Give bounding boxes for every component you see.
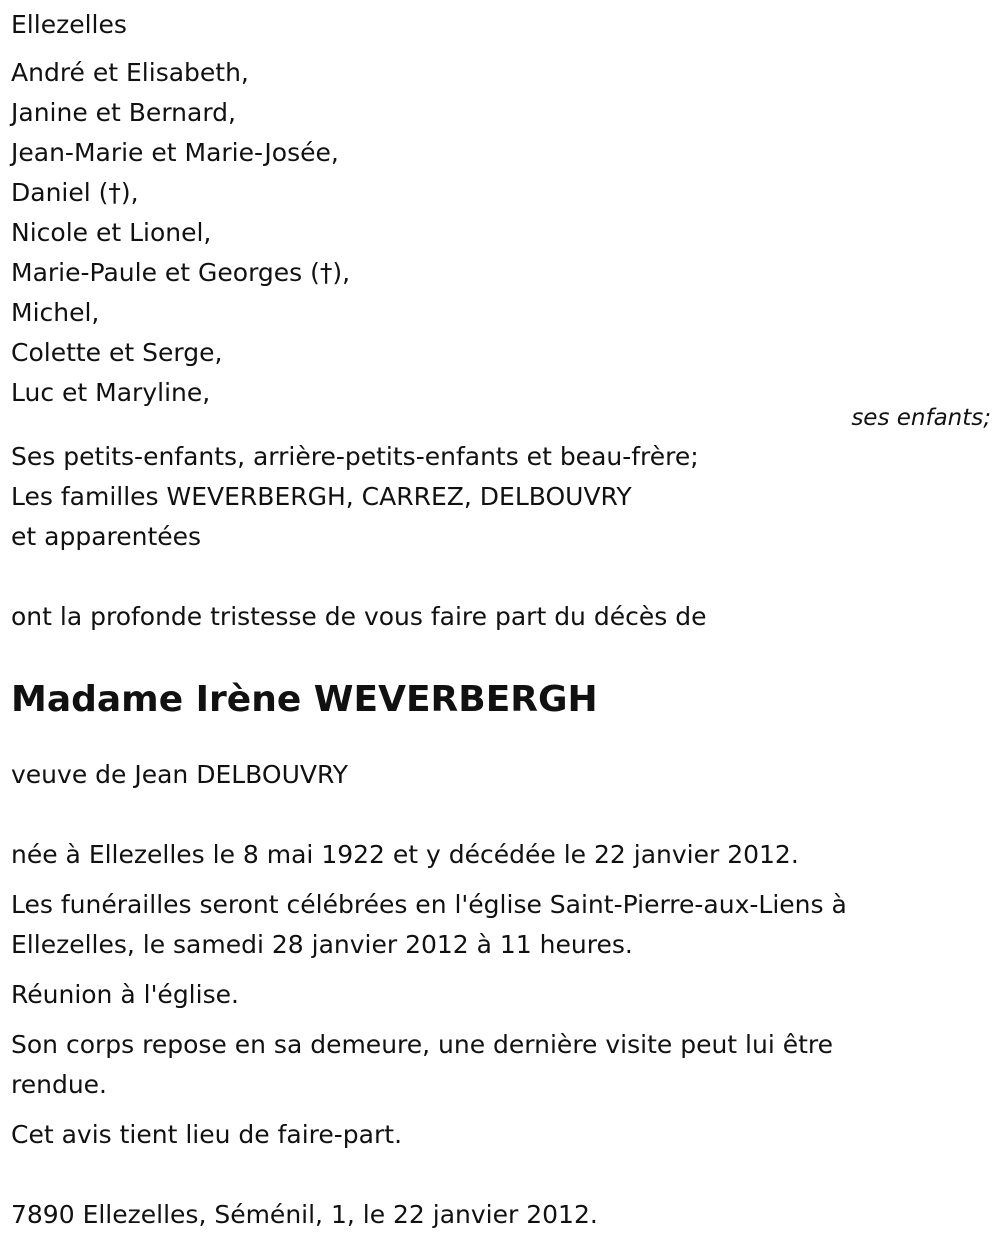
child-entry: Janine et Bernard, (11, 98, 236, 127)
child-entry: Jean-Marie et Marie-Josée, (11, 138, 339, 167)
visit-text: Son corps repose en sa demeure, une dernière visite peut lui être rendue. (11, 1030, 834, 1099)
meeting-text: Réunion à l'église. (11, 980, 239, 1009)
location-heading: Ellezelles (11, 10, 127, 39)
deceased-name: Madame Irène WEVERBERGH (11, 679, 598, 720)
child-entry: Nicole et Lionel, (11, 218, 212, 247)
family-entry: Ses petits-enfants, arrière-petits-enfants et beau-frère; (11, 442, 699, 471)
address-signoff: 7890 Ellezelles, Séménil, 1, le 22 janvier 2012. (11, 1200, 598, 1229)
child-entry: Daniel (†), (11, 178, 139, 207)
widow-of-text: veuve de Jean DELBOUVRY (11, 760, 349, 789)
child-entry: Michel, (11, 298, 100, 327)
family-entry: et apparentées (11, 522, 202, 551)
announcement-text: ont la profonde tristesse de vous faire part du décès de (11, 602, 707, 631)
child-entry: Colette et Serge, (11, 338, 223, 367)
notice-text: Cet avis tient lieu de faire-part. (11, 1120, 403, 1149)
funeral-text: Les funérailles seront célébrées en l'église Saint-Pierre-aux-Liens à Ellezelles, le samedi 28 janvier 2012 à 11 heures. (11, 890, 847, 959)
obituary-notice (11, 0, 991, 1235)
family-list (11, 437, 991, 557)
child-entry: André et Elisabeth, (11, 58, 249, 87)
children-list (11, 53, 991, 413)
birth-death-text: née à Ellezelles le 8 mai 1922 et y décédée le 22 janvier 2012. (11, 840, 799, 869)
child-entry: Marie-Paule et Georges (†), (11, 258, 351, 287)
children-caption: ses enfants; (851, 405, 991, 431)
family-entry: Les familles WEVERBERGH, CARREZ, DELBOUVRY (11, 482, 632, 511)
child-entry: Luc et Maryline, (11, 378, 211, 407)
